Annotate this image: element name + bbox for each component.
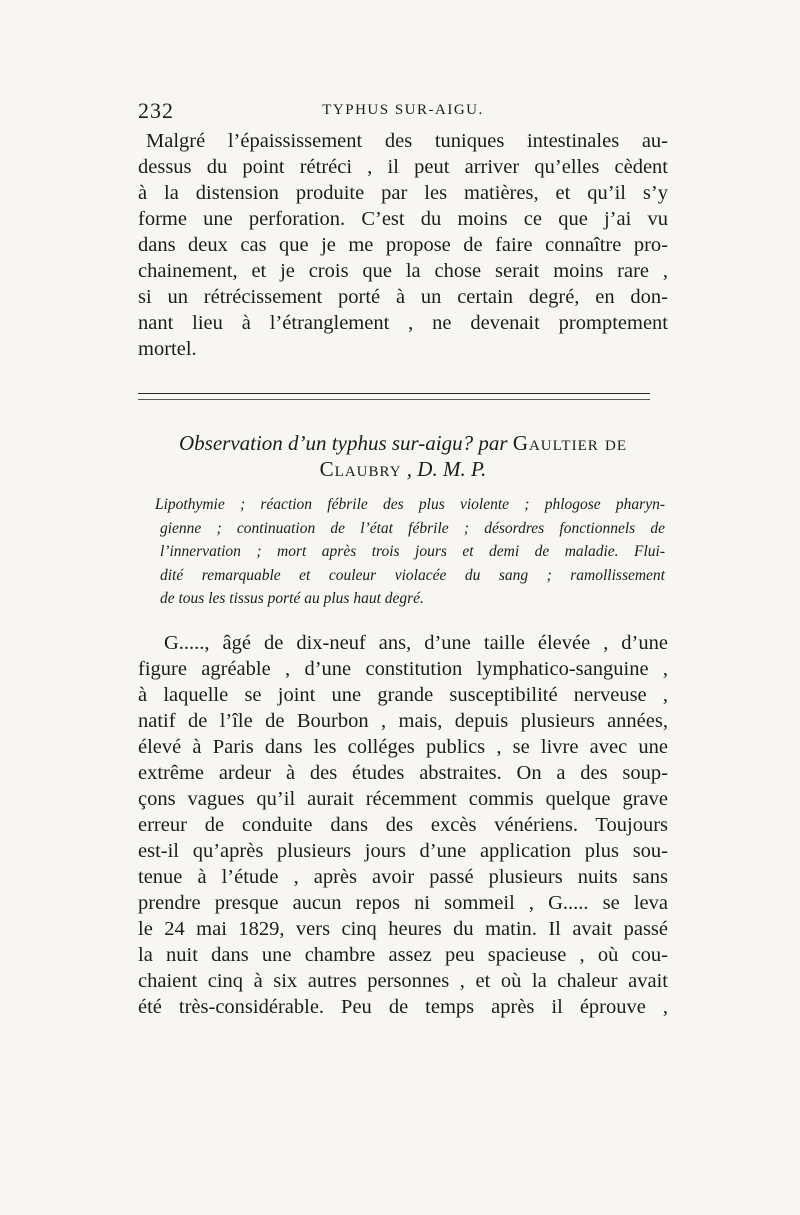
author-name-continued: Claubry [319, 457, 402, 481]
summary-line: de tous les tissus porté au plus haut degré. [160, 590, 424, 607]
title-line [138, 456, 668, 482]
title-italic: Observation d’un typhus sur-aigu? par [178, 431, 508, 455]
summary-line: gienne ; continuation de l’état fébrile ; désordres fonctionnels de [160, 519, 665, 537]
text-line: le 24 mai 1829, vers cinq heures du matin. Il avait passé [138, 918, 668, 940]
text-line: est-il qu’après plusieurs jours d’une application plus sou- [138, 840, 668, 862]
text-line: erreur de conduite dans des excès vénériens. Toujours [138, 814, 668, 836]
text-line: à laquelle se joint une grande susceptibilité nerveuse , [138, 684, 668, 706]
text-line: la nuit dans une chambre assez peu spacieuse , où cou- [138, 944, 668, 966]
text-line: chaient cinq à six autres personnes , et où la chaleur avait [138, 970, 668, 992]
text-line: dessus du point rétréci , il peut arriver qu’elles cèdent [138, 156, 668, 178]
author-degree: , D. M. P. [406, 457, 487, 481]
section-divider-thin [138, 399, 650, 400]
summary-line: Lipothymie ; réaction fébrile des plus violente ; phlogose pharyn- [155, 496, 665, 513]
text-line: prendre presque aucun repos ni sommeil , G..... se leva [138, 892, 668, 914]
text-line: forme une perforation. C’est du moins ce que j’ai vu [138, 208, 668, 230]
text-line: natif de l’île de Bourbon , mais, depuis plusieurs années, [138, 710, 668, 732]
text-line: chainement, et je crois que la chose serait moins rare , [138, 260, 668, 282]
text-line: tenue à l’étude , après avoir passé plusieurs nuits sans [138, 866, 668, 888]
text-line: si un rétrécissement porté à un certain degré, en don- [138, 286, 668, 308]
section-divider-thick [138, 393, 650, 394]
text-line: dans deux cas que je me propose de faire connaître pro- [138, 234, 668, 256]
observation-summary [155, 493, 665, 611]
text-line: Malgré l’épaississement des tuniques intestinales au- [146, 130, 668, 152]
text-line: été très-considérable. Peu de temps après il éprouve , [138, 996, 668, 1018]
text-line: figure agréable , d’une constitution lymphatico-sanguine , [138, 658, 668, 680]
running-head: TYPHUS SUR-AIGU. [322, 102, 484, 118]
text-line: nant lieu à l’étranglement , ne devenait promptement [138, 312, 668, 334]
title-line [138, 430, 668, 456]
text-line: extrême ardeur à des études abstraites. On a des soup- [138, 762, 668, 784]
text-line: à la distension produite par les matières, et qu’il s’y [138, 182, 668, 204]
summary-line: dité remarquable et couleur violacée du sang ; ramollissement [160, 566, 665, 584]
author-name: Gaultier de [512, 431, 627, 455]
page-number: 232 [138, 98, 174, 123]
text-line: G....., âgé de dix-neuf ans, d’une taille élevée , d’une [164, 632, 668, 654]
paragraph-intestinal-perforation [138, 128, 668, 362]
text-line: mortel. [138, 338, 197, 360]
text-line: çons vagues qu’il aurait récemment commis quelque grave [138, 788, 668, 810]
observation-title [138, 430, 668, 482]
summary-line: l’innervation ; mort après trois jours et demi de maladie. Flui- [160, 543, 665, 560]
paragraph-case-history [138, 630, 668, 1020]
text-line: élevé à Paris dans les colléges publics , se livre avec une [138, 736, 668, 758]
page-header [138, 98, 668, 122]
